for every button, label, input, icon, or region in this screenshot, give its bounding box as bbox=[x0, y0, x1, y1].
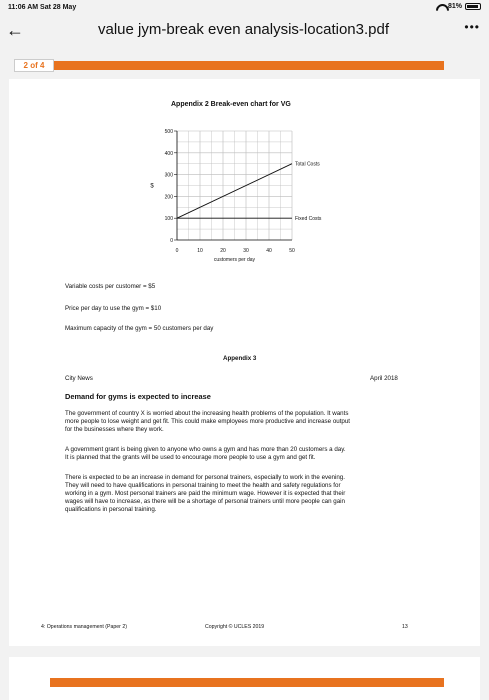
y-tick-label: 200 bbox=[164, 194, 173, 201]
article-date: April 2018 bbox=[370, 375, 398, 382]
document-title: value jym-break even analysis-location3.pdf bbox=[98, 21, 389, 38]
paragraph-1-line-1: The government of country X is worried about the increasing health problems of the population. It wants bbox=[65, 410, 349, 417]
back-arrow-icon[interactable]: ← bbox=[6, 20, 24, 40]
article-headline: Demand for gyms is expected to increase bbox=[65, 392, 211, 401]
appendix2-title: Appendix 2 Break-even chart for VG bbox=[171, 101, 291, 108]
total-costs-label: Total Costs bbox=[295, 161, 320, 168]
x-tick-label: 40 bbox=[266, 248, 272, 254]
footer-left: 4: Operations management (Paper 2) bbox=[41, 624, 127, 630]
fixed-costs-label: Fixed Costs bbox=[295, 216, 322, 223]
footer-center: Copyright © UCLES 2019 bbox=[205, 624, 265, 630]
fact-price: Price per day to use the gym = $10 bbox=[65, 305, 162, 312]
next-page-header-bar bbox=[50, 678, 444, 687]
x-tick-label: 50 bbox=[289, 248, 295, 254]
paragraph-1-line-3: for the businesses where they work. bbox=[65, 426, 164, 433]
y-tick-label: 500 bbox=[164, 129, 173, 135]
status-bar bbox=[0, 0, 489, 16]
fact-capacity: Maximum capacity of the gym = 50 customers per day bbox=[65, 325, 214, 332]
x-tick-label: 30 bbox=[243, 248, 249, 254]
paragraph-3-line-4: wages will have to increase, as there will be a shortage of personal trainers until more people can gain bbox=[65, 498, 345, 505]
battery-percent: 81% bbox=[447, 3, 462, 10]
x-tick-label: 0 bbox=[175, 248, 179, 254]
page-scroll-indicator bbox=[14, 61, 444, 70]
footer-page-number: 13 bbox=[402, 624, 408, 630]
more-options-icon[interactable]: ••• bbox=[464, 20, 480, 34]
paragraph-2-line-1: A government grant is being given to anyone who owns a gym and has more than 20 customers a day. bbox=[65, 446, 346, 453]
status-time: 11:06 AM Sat 28 May bbox=[8, 4, 77, 11]
wifi-icon bbox=[436, 4, 445, 10]
pdf-page[interactable] bbox=[9, 79, 480, 646]
paragraph-3-line-2: They will need to have qualifications in personal training to meet the health and safety regulations for bbox=[65, 482, 341, 489]
paragraph-3-line-5: qualifications in personal training. bbox=[65, 506, 157, 513]
y-tick-label: 0 bbox=[170, 238, 173, 244]
y-tick-label: 300 bbox=[164, 172, 173, 179]
paragraph-3-line-1: There is expected to be an increase in demand for personal trainers, especially to work in the evening. bbox=[65, 474, 345, 481]
appendix3-title: Appendix 3 bbox=[223, 355, 257, 362]
status-indicators bbox=[436, 3, 481, 10]
paragraph-3-line-3: working in a gym. Most personal trainers are paid the minimum wage. However it is expected that their bbox=[65, 490, 346, 497]
y-tick-label: 400 bbox=[164, 150, 173, 157]
nav-bar bbox=[0, 16, 489, 46]
x-axis-label: customers per day bbox=[213, 257, 256, 263]
source-name: City News bbox=[65, 375, 93, 382]
fact-variable-costs: Variable costs per customer = $5 bbox=[65, 283, 156, 290]
battery-icon bbox=[465, 3, 481, 10]
x-tick-label: 20 bbox=[220, 248, 226, 254]
paragraph-1-line-2: more people to lose weight and get fit. This could make employees more productive and increase output bbox=[65, 418, 351, 425]
y-tick-label: 100 bbox=[164, 216, 173, 223]
paragraph-2-line-2: It is planned that the grants will be used to encourage more people to use a gym and get fit. bbox=[65, 454, 316, 461]
page-indicator-badge: 2 of 4 bbox=[14, 59, 54, 72]
x-tick-label: 10 bbox=[197, 248, 203, 254]
break-even-chart bbox=[9, 119, 480, 269]
y-axis-label: $ bbox=[150, 183, 154, 190]
